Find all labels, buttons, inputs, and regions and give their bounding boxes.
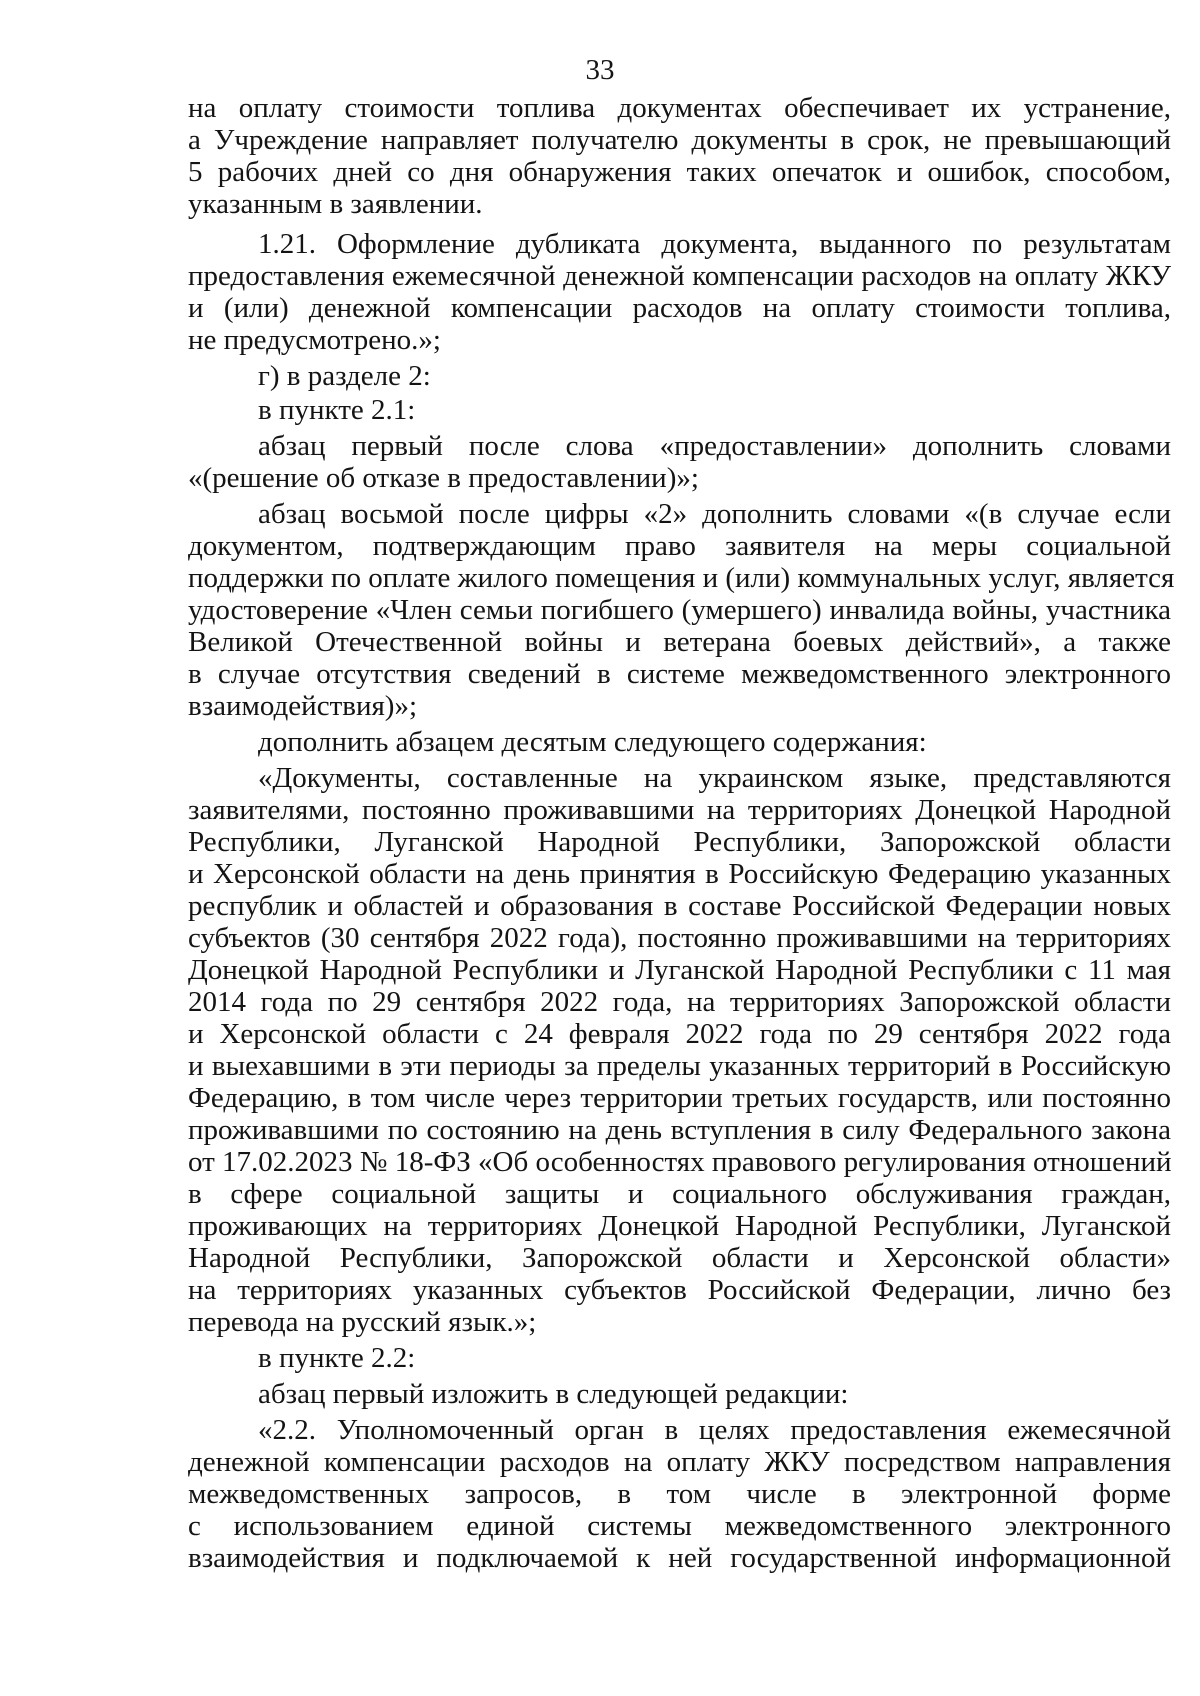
text-line: в пункте 2.1: <box>258 394 416 426</box>
text-line: республик и областей и образования в составе Российской Федерации новых <box>188 890 1171 922</box>
text-line: на территориях указанных субъектов Российской Федерации, лично без <box>188 1274 1171 1306</box>
text-line: предоставления ежемесячной денежной компенсации расходов на оплату ЖКУ <box>188 260 1171 292</box>
text-line: «Документы, составленные на украинском языке, представляются <box>258 762 1171 794</box>
text-line: не предусмотрено.»; <box>188 324 441 356</box>
text-line: и выехавшими в эти периоды за пределы указанных территорий в Российскую <box>188 1050 1171 1082</box>
text-line: Великой Отечественной войны и ветерана боевых действий», а также <box>188 626 1171 658</box>
text-line: абзац первый изложить в следующей редакции: <box>258 1378 849 1410</box>
text-line: перевода на русский язык.»; <box>188 1306 537 1338</box>
text-line: на оплату стоимости топлива документах обеспечивает их устранение, <box>188 92 1171 124</box>
text-line: документом, подтверждающим право заявителя на меры социальной <box>188 530 1171 562</box>
text-line: взаимодействия)»; <box>188 690 418 722</box>
text-line: «(решение об отказе в предоставлении)»; <box>188 462 699 494</box>
text-line: от 17.02.2023 № 18-ФЗ «Об особенностях правового регулирования отношений <box>188 1146 1172 1178</box>
text-line: Республики, Луганской Народной Республики, Запорожской области <box>188 826 1171 858</box>
text-line: и Херсонской области с 24 февраля 2022 года по 29 сентября 2022 года <box>188 1018 1171 1050</box>
text-line: межведомственных запросов, в том числе в электронной форме <box>188 1478 1171 1510</box>
text-line: Народной Республики, Запорожской области и Херсонской области» <box>188 1242 1171 1274</box>
text-line: г) в разделе 2: <box>258 360 431 392</box>
text-line: с использованием единой системы межведомственного электронного <box>188 1510 1171 1542</box>
text-line: 5 рабочих дней со дня обнаружения таких опечаток и ошибок, способом, <box>188 156 1171 188</box>
text-line: Донецкой Народной Республики и Луганской Народной Республики с 11 мая <box>188 954 1171 986</box>
text-line: проживающих на территориях Донецкой Народной Республики, Луганской <box>188 1210 1171 1242</box>
text-line: проживавшими по состоянию на день вступления в силу Федерального закона <box>188 1114 1171 1146</box>
text-line: и (или) денежной компенсации расходов на оплату стоимости топлива, <box>188 292 1171 324</box>
text-line: «2.2. Уполномоченный орган в целях предоставления ежемесячной <box>258 1414 1171 1446</box>
text-line: указанным в заявлении. <box>188 188 483 220</box>
text-line: 1.21. Оформление дубликата документа, выданного по результатам <box>258 228 1171 260</box>
page-number: 33 <box>585 54 615 86</box>
text-line: в сфере социальной защиты и социального обслуживания граждан, <box>188 1178 1171 1210</box>
text-line: взаимодействия и подключаемой к ней государственной информационной <box>188 1542 1171 1574</box>
text-line: удостоверение «Член семьи погибшего (умершего) инвалида войны, участника <box>188 594 1171 626</box>
text-line: абзац восьмой после цифры «2» дополнить словами «(в случае если <box>258 498 1171 530</box>
text-line: дополнить абзацем десятым следующего содержания: <box>258 726 927 758</box>
text-line: денежной компенсации расходов на оплату ЖКУ посредством направления <box>188 1446 1171 1478</box>
text-line: и Херсонской области на день принятия в Российскую Федерацию указанных <box>188 858 1171 890</box>
text-line: заявителями, постоянно проживавшими на территориях Донецкой Народной <box>188 794 1171 826</box>
text-line: абзац первый после слова «предоставлении» дополнить словами <box>258 430 1171 462</box>
text-line: в пункте 2.2: <box>258 1342 416 1374</box>
text-line: субъектов (30 сентября 2022 года), постоянно проживавшими на территориях <box>188 922 1171 954</box>
text-line: 2014 года по 29 сентября 2022 года, на территориях Запорожской области <box>188 986 1171 1018</box>
text-line: в случае отсутствия сведений в системе межведомственного электронного <box>188 658 1171 690</box>
text-line: Федерацию, в том числе через территории третьих государств, или постоянно <box>188 1082 1171 1114</box>
text-line: а Учреждение направляет получателю документы в срок, не превышающий <box>188 124 1171 156</box>
text-line: поддержки по оплате жилого помещения и (или) коммунальных услуг, является <box>188 562 1175 594</box>
